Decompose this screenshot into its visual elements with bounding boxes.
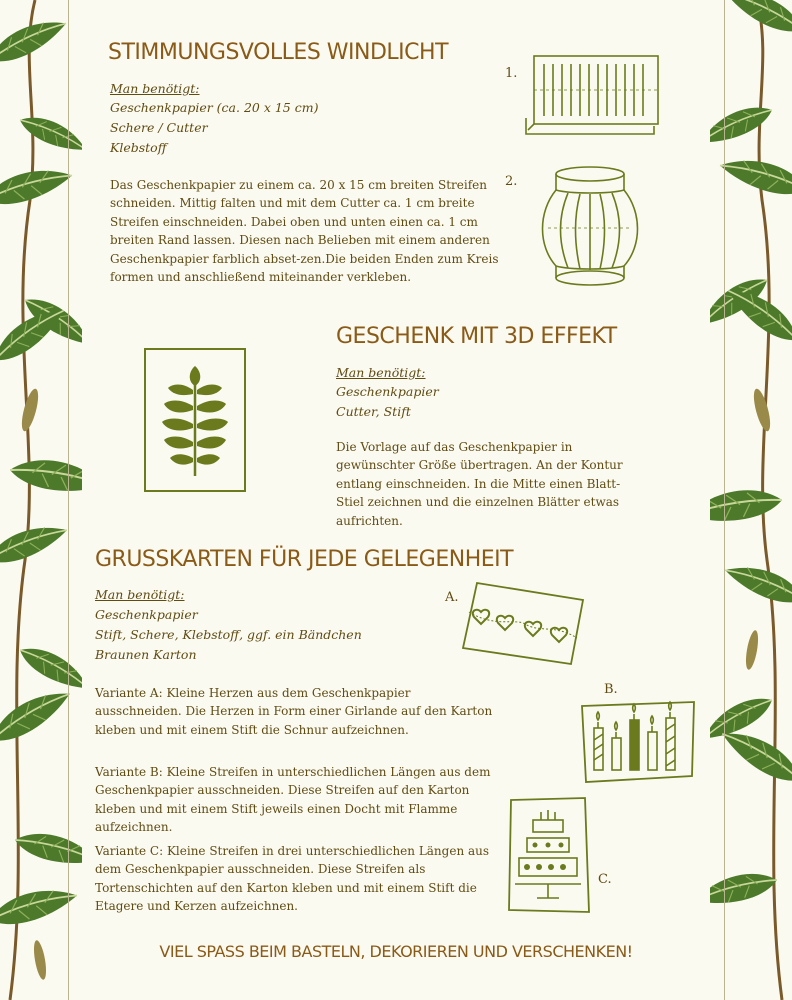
- variant-c-text: Variante C: Kleine Streifen in drei unterschiedlichen Längen aus dem Geschenkpapier ausschneiden. Diese Streifen als Tortenschichten auf den Karton kleben und mit einem Stift die Etagere und Kerzen aufzeichnen.: [95, 844, 490, 914]
- heart-garland-card-illustration: [455, 578, 590, 668]
- footer-message: VIEL SPASS BEIM BASTELN, DEKORIEREN UND VERSCHENKEN!: [159, 942, 633, 961]
- section-title-grusskarten: GRUSSKARTEN FÜR JEDE GELEGENHEIT: [95, 547, 514, 572]
- right-leaf-border: [710, 0, 792, 1000]
- material-item: Stift, Schere, Klebstoff, ggf. ein Bändchen: [95, 627, 362, 642]
- materials-label: Man benötigt:: [110, 81, 200, 96]
- material-item: Schere / Cutter: [110, 120, 208, 135]
- materials-label: Man benötigt:: [336, 365, 426, 380]
- leaf-card-illustration: [140, 344, 250, 496]
- material-item: Geschenkpapier: [336, 384, 439, 399]
- cake-card-illustration: [505, 794, 593, 916]
- variant-label: A.: [445, 590, 459, 605]
- variant-label: B.: [604, 682, 618, 697]
- instructions-3d-effekt: Die Vorlage auf das Geschenkpapier in gewünschter Größe übertragen. An der Kontur entlang einschneiden. In die Mitte einen Blatt-Stiel zeichnen und die einzelnen Blätter etwas aufrichten.: [336, 440, 623, 528]
- materials-list: [110, 98, 318, 158]
- step-label: 1.: [505, 66, 518, 81]
- instructions-windlicht: Das Geschenkpapier zu einem ca. 20 x 15 cm breiten Streifen schneiden. Mittig falten und mit dem Cutter ca. 1 cm breite Streifen einschneiden. Dabei oben und unten einen ca. 1 cm breiten Rand lassen. Diesen nach Belieben mit einem anderen Geschenkpapier farblich abset-zen.Die beiden Enden zum Kreis formen und anschließend miteinander verkleben.: [110, 178, 499, 285]
- left-rule: [68, 0, 69, 1000]
- material-item: Geschenkpapier: [95, 607, 198, 622]
- variant-b-text: Variante B: Kleine Streifen in unterschiedlichen Längen aus dem Geschenkpapier ausschneiden. Diese Streifen auf den Karton kleben und mit einem Stift jeweils einen Docht mit Flamme aufzeichnen.: [95, 765, 491, 835]
- materials-list: [95, 605, 362, 665]
- section-title-windlicht: STIMMUNGSVOLLES WINDLICHT: [108, 40, 449, 65]
- candle-card-illustration: [578, 698, 698, 788]
- materials-label: Man benötigt:: [95, 587, 185, 602]
- variant-label: C.: [598, 872, 612, 887]
- step-label: 2.: [505, 174, 518, 189]
- material-item: Klebstoff: [110, 140, 167, 155]
- left-leaf-border: [0, 0, 82, 1000]
- lantern-illustration: [540, 162, 640, 292]
- variant-a-text: Variante A: Kleine Herzen aus dem Geschenkpapier ausschneiden. Die Herzen in Form einer Girlande auf den Karton kleben und mit einem Stift die Schnur aufzeichnen.: [95, 686, 493, 737]
- materials-list: [336, 382, 439, 422]
- material-item: Geschenkpapier (ca. 20 x 15 cm): [110, 100, 319, 115]
- right-rule: [724, 0, 725, 1000]
- material-item: Braunen Karton: [95, 647, 197, 662]
- section-title-3d-effekt: GESCHENK MIT 3D EFFEKT: [336, 324, 617, 349]
- paper-strip-illustration: [520, 48, 662, 143]
- material-item: Cutter, Stift: [336, 404, 411, 419]
